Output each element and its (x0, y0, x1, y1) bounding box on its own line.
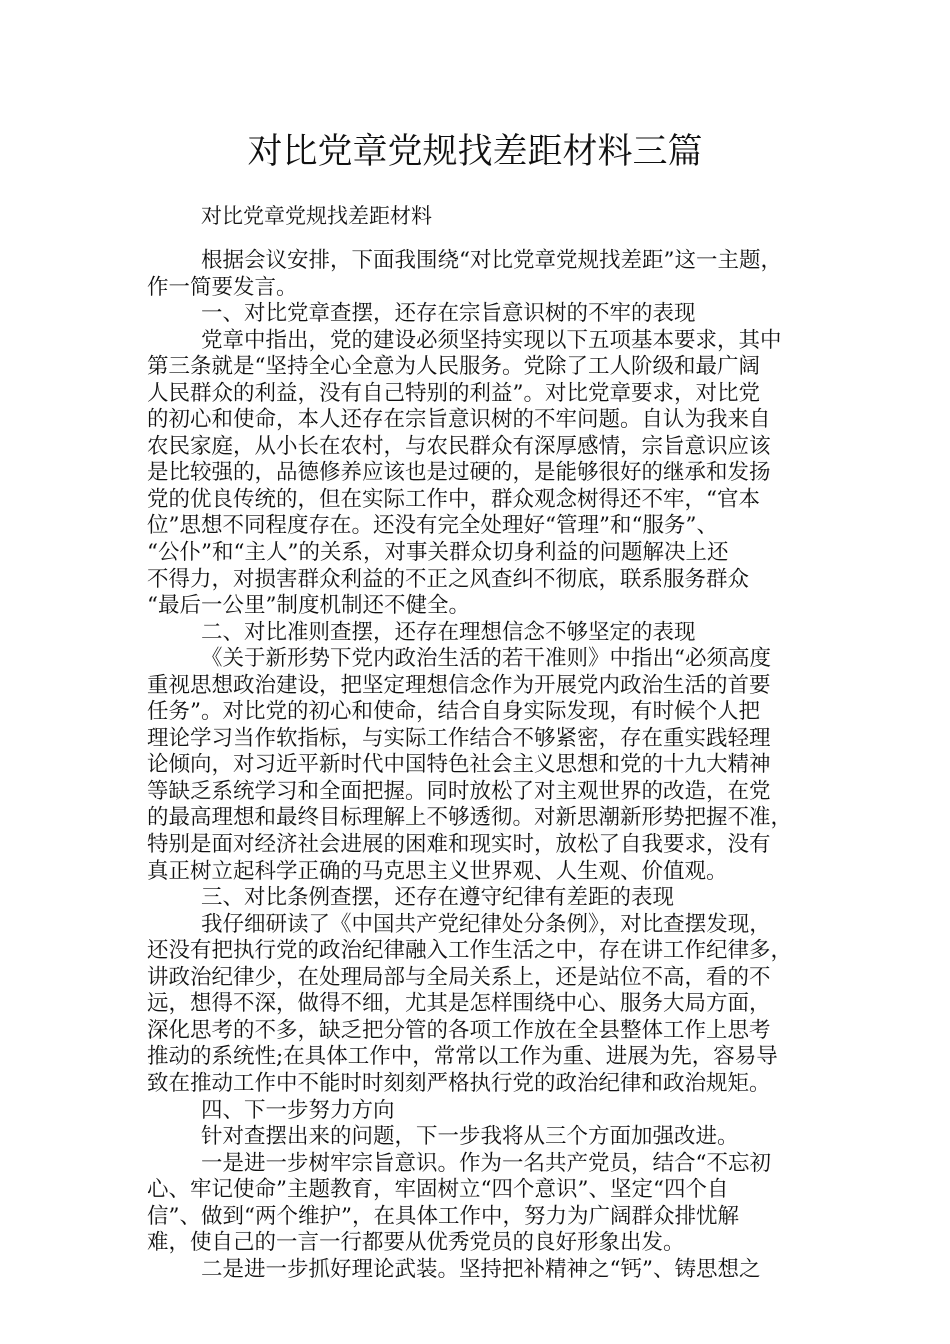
body-line: 推动的系统性;在具体工作中，常常以工作为重、进展为先，容易导 (147, 1044, 778, 1070)
body-line: 讲政治纪律少，在处理局部与全局关系上，还是站位不高，看的不 (147, 964, 771, 990)
body-line: 任务”。对比党的初心和使命，结合自身实际发现，有时候个人把 (147, 699, 760, 725)
section-heading: 一、对比党章查摆，还存在宗旨意识树的不牢的表现 (201, 301, 696, 327)
section-heading: 二、对比准则查摆，还存在理想信念不够坚定的表现 (201, 619, 696, 645)
body-line: 难，使自己的一言一行都要从优秀党员的良好形象出发。 (147, 1230, 685, 1256)
body-line: 等缺乏系统学习和全面把握。同时放松了对主观世界的改造，在党 (147, 778, 771, 804)
body-line: 我仔细研读了《中国共产党纪律处分条例》，对比查摆发现， (201, 911, 771, 937)
body-line: 一是进一步树牢宗旨意识。作为一名共产党员，结合“不忘初 (201, 1150, 771, 1176)
body-line: 重视思想政治建设，把坚定理想信念作为开展党内政治生活的首要 (147, 672, 771, 698)
body-line: 农民家庭，从小长在农村，与农民群众有深厚感情，宗旨意识应该 (147, 433, 771, 459)
body-line: “公仆”和“主人”的关系，对事关群众切身利益的问题解决上还 (147, 540, 729, 566)
body-line: 特别是面对经济社会进展的困难和现实时，放松了自我要求，没有 (147, 832, 771, 858)
body-line: 致在推动工作中不能时时刻刻严格执行党的政治纪律和政治规矩。 (147, 1070, 771, 1096)
body-line: 党的优良传统的，但在实际工作中，群众观念树得还不牢，“官本 (147, 486, 760, 512)
body-line: 针对查摆出来的问题，下一步我将从三个方面加强改进。 (201, 1124, 739, 1150)
document-subtitle: 对比党章党规找差距材料 (201, 204, 432, 228)
body-line: 《关于新形势下党内政治生活的若干准则》中指出“必须高度 (201, 646, 771, 672)
body-line: 远，想得不深，做得不细，尤其是怎样围绕中心、服务大局方面， (147, 991, 771, 1017)
body-line: 第三条就是“坚持全心全意为人民服务。党除了工人阶级和最广阔 (147, 354, 760, 380)
body-line: 论倾向，对习近平新时代中国特色社会主义思想和党的十九大精神 (147, 752, 771, 778)
body-line: 党章中指出，党的建设必须坚持实现以下五项基本要求，其中 (201, 327, 782, 353)
body-line: 还没有把执行党的政治纪律融入工作生活之中，存在讲工作纪律多， (147, 938, 793, 964)
body-line: “最后一公里”制度机制还不健全。 (147, 593, 470, 619)
body-line: 深化思考的不多，缺乏把分管的各项工作放在全县整体工作上思考 (147, 1017, 771, 1043)
body-line: 二是进一步抓好理论武装。坚持把补精神之“钙”、铸思想之 (201, 1256, 761, 1282)
body-line: 信”、做到“两个维护”，在具体工作中，努力为广阔群众排忧解 (147, 1203, 739, 1229)
section-heading: 四、下一步努力方向 (201, 1097, 395, 1123)
document-title: 对比党章党规找差距材料三篇 (247, 132, 703, 172)
body-line: 人民群众的利益，没有自己特别的利益”。对比党章要求，对比党 (147, 380, 760, 406)
section-heading: 三、对比条例查摆，还存在遵守纪律有差距的表现 (201, 885, 675, 911)
body-line: 的最高理想和最终目标理解上不够透彻。对新思潮新形势把握不准， (147, 805, 793, 831)
body-line: 心、牢记使命”主题教育，牢固树立“四个意识”、坚定“四个自 (147, 1177, 729, 1203)
body-line: 真正树立起科学正确的马克思主义世界观、人生观、价值观。 (147, 858, 728, 884)
body-line: 是比较强的，品德修养应该也是过硬的，是能够很好的继承和发扬 (147, 460, 771, 486)
document-body (147, 248, 837, 1283)
body-line: 的初心和使命，本人还存在宗旨意识树的不牢问题。自认为我来自 (147, 407, 771, 433)
body-line: 作一简要发言。 (147, 274, 298, 300)
body-line: 根据会议安排，下面我围绕“对比党章党规找差距”这一主题， (201, 248, 782, 273)
body-line: 不得力，对损害群众利益的不正之风查纠不彻底，联系服务群众 (147, 566, 750, 592)
body-line: 位”思想不同程度存在。还没有完全处理好“管理”和“服务”、 (147, 513, 718, 539)
body-line: 理论学习当作软指标，与实际工作结合不够紧密，存在重实践轻理 (147, 725, 771, 751)
